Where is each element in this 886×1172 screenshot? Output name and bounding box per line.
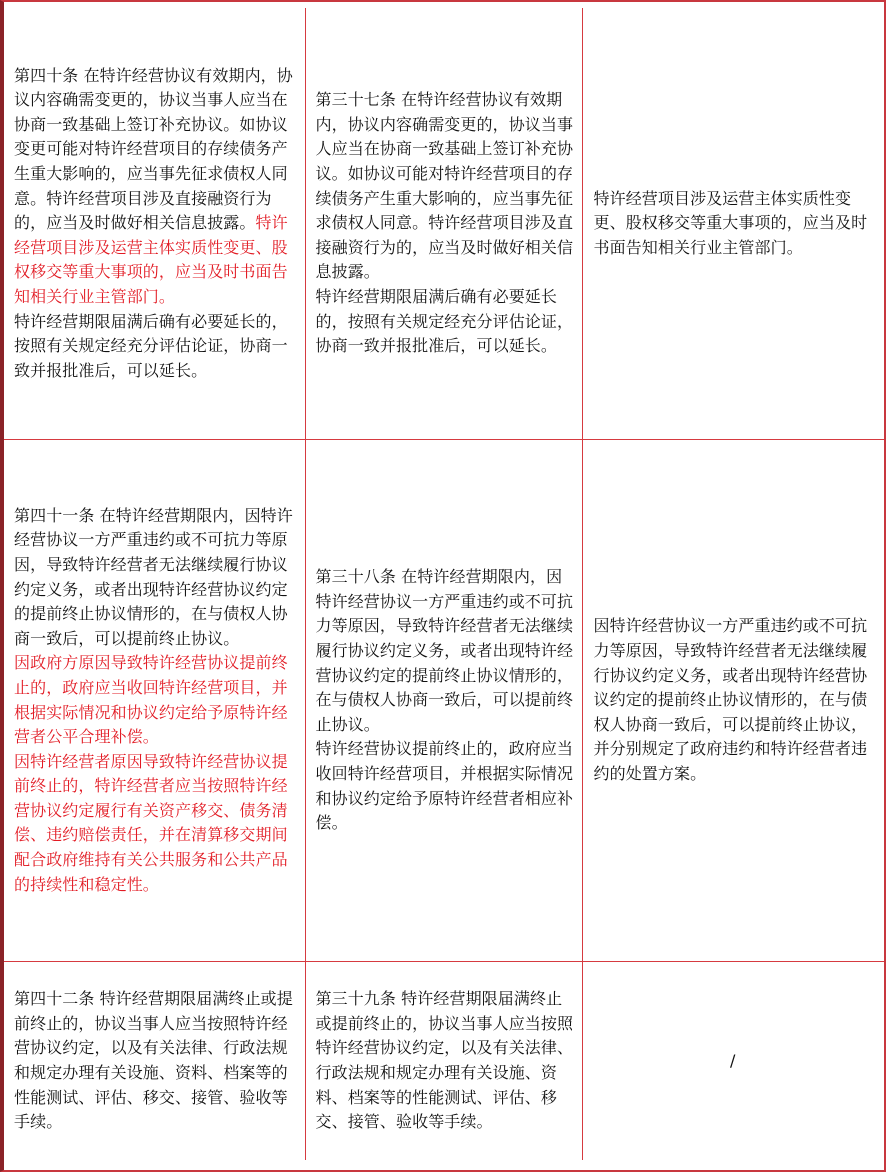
article-paragraph: 第三十七条 在特许经营协议有效期内，协议内容确需变更的，协议当事人应当在协商一致基础上签订补充协议。如协议可能对特许经营项目的存续债务产生重大影响的，应当事先征求债权人同意。特许经营项目涉及直接融资行为的，应当及时做好相关信息披露。 [315,90,574,282]
old-article-cell [305,440,582,962]
note-text: 特许经营项目涉及运营主体实质性变更、股权移交等重大事项的，应当及时书面告知相关行业主管部门。 [593,188,868,257]
table-row [4,440,884,962]
highlighted-change-text: 因政府方原因导致特许经营协议提前终止的，政府应当收回特许经营项目，并根据实际情况和协议约定给予原特许经营者公平合理补偿。 [14,653,288,747]
note-text: 因特许经营协议一方严重违约或不可抗力等原因，导致特许经营者无法继续履行协议约定义务，或者出现特许经营协议约定的提前终止协议情形的，在与债权人协商一致后，可以提前终止协议，并分别规定了政府违约和特许经营者违约的处置方案。 [593,616,868,783]
article-paragraph: 特许经营期限届满后确有必要延长的，按照有关规定经充分评估论证，协商一致并报批准后，可以延长。 [14,311,288,380]
article-paragraph: 第四十一条 在特许经营期限内，因特许经营协议一方严重违约或不可抗力等原因，导致特许经营者无法继续履行协议约定义务，或者出现特许经营协议约定的提前终止协议情形的，在与债权人协商一致后，可以提前终止协议。 [14,505,293,648]
note-text: / [730,1050,736,1070]
new-article-cell [4,8,305,440]
highlighted-change-text: 因特许经营者原因导致特许经营协议提前终止的，特许经营者应当按照特许经营协议约定履行有关资产移交、债务清偿、违约赔偿责任，并在清算移交期间配合政府维持有关公共服务和公共产品的持续性和稳定性。 [14,751,288,894]
comparison-table [4,8,884,1160]
table-row [4,8,884,440]
article-paragraph: 第四十二条 特许经营期限届满终止或提前终止的，协议当事人应当按照特许经营协议约定，以及有关法律、行政法规和规定办理有关设施、资料、档案等的性能测试、评估、移交、接管、验收等手续。 [14,989,293,1132]
new-article-cell [4,962,305,1161]
highlighted-change-text: 特许经营项目涉及运营主体实质性变更、股权移交等重大事项的，应当及时书面告知相关行业主管部门。 [14,213,288,306]
old-article-cell [305,8,582,440]
table-row [4,962,884,1161]
article-text: 第四十条 在特许经营协议有效期内，协议内容确需变更的，协议当事人应当在协商一致基础上签订补充协议。如协议变更可能对特许经营项目的存续债务产生重大影响的，应当事先征求债权人同意。特许经营项目涉及直接融资行为的，应当及时做好相关信息披露。 [14,65,293,233]
new-article-cell [4,440,305,962]
article-paragraph [14,64,297,310]
article-paragraph: 第三十九条 特许经营期限届满终止或提前终止的，协议当事人应当按照特许经营协议约定，以及有关法律、行政法规和规定办理有关设施、资料、档案等的性能测试、评估、移交、接管、验收等手续。 [315,989,574,1132]
note-cell [582,8,884,440]
article-paragraph: 特许经营协议提前终止的，政府应当收回特许经营项目，并根据实际情况和协议约定给予原特许经营者相应补偿。 [315,739,574,833]
note-cell [582,440,884,962]
old-article-cell [305,962,582,1161]
note-cell [582,962,884,1161]
article-paragraph: 特许经营期限届满后确有必要延长的，按照有关规定经充分评估论证，协商一致并报批准后，可以延长。 [315,286,574,356]
article-paragraph: 第三十八条 在特许经营期限内，因特许经营协议一方严重违约或不可抗力等原因，导致特许经营者无法继续履行协议约定义务，或者出现特许经营协议约定的提前终止协议情形的，在与债权人协商一致后，可以提前终止协议。 [315,567,574,734]
